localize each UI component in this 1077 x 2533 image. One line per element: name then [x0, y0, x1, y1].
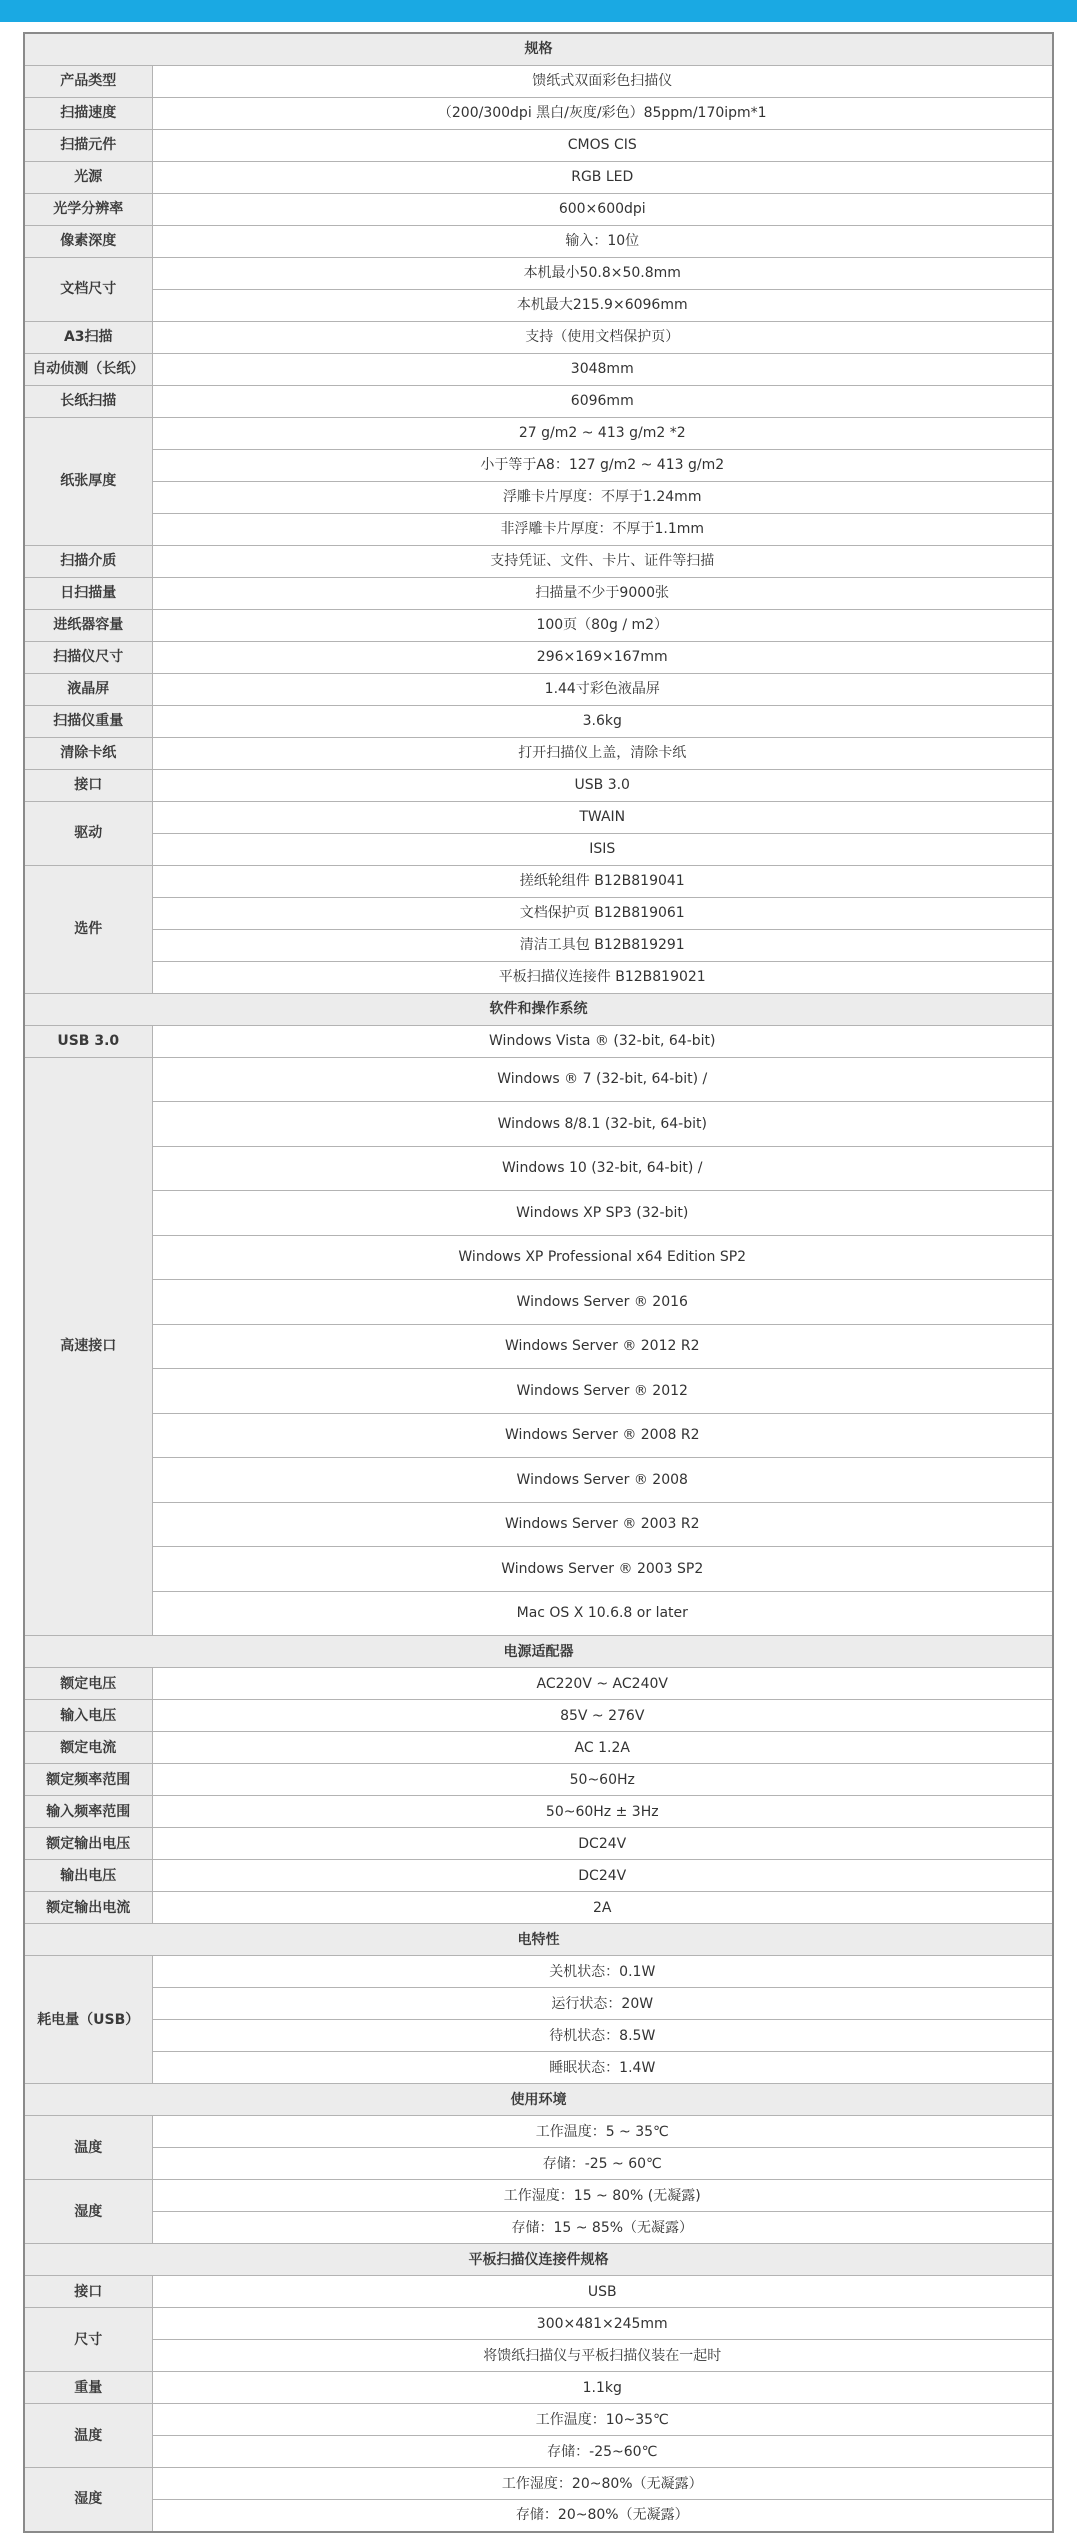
spec-value: Windows Server ® 2003 SP2	[152, 1547, 1053, 1592]
spec-label: 液晶屏	[24, 673, 152, 705]
spec-value: 1.44寸彩色液晶屏	[152, 673, 1053, 705]
spec-value: DC24V	[152, 1828, 1053, 1860]
spec-value: 50~60Hz	[152, 1764, 1053, 1796]
spec-row	[24, 2468, 1053, 2500]
spec-row	[24, 2308, 1053, 2340]
spec-row	[24, 1764, 1053, 1796]
spec-row	[24, 1700, 1053, 1732]
spec-row	[24, 929, 1053, 961]
spec-row	[24, 2372, 1053, 2404]
spec-value: Windows ® 7 (32-bit, 64-bit) /	[152, 1057, 1053, 1102]
spec-value: 将馈纸扫描仪与平板扫描仪装在一起时	[152, 2340, 1053, 2372]
spec-row	[24, 129, 1053, 161]
spec-value: 2A	[152, 1892, 1053, 1924]
spec-row	[24, 769, 1053, 801]
spec-row	[24, 1280, 1053, 1325]
spec-label: 温度	[24, 2116, 152, 2180]
spec-table	[23, 32, 1054, 2533]
spec-row	[24, 1324, 1053, 1369]
spec-row	[24, 1502, 1053, 1547]
spec-value: 296×169×167mm	[152, 641, 1053, 673]
spec-label: 额定频率范围	[24, 1764, 152, 1796]
spec-row	[24, 2212, 1053, 2244]
spec-value: 搓纸轮组件 B12B819041	[152, 865, 1053, 897]
spec-label: 耗电量（USB）	[24, 1956, 152, 2084]
spec-value: 平板扫描仪连接件 B12B819021	[152, 961, 1053, 993]
spec-label: 光源	[24, 161, 152, 193]
spec-value: Windows Server ® 2012 R2	[152, 1324, 1053, 1369]
spec-value: 存储：-25~60℃	[152, 2436, 1053, 2468]
spec-row	[24, 1668, 1053, 1700]
spec-row	[24, 1892, 1053, 1924]
spec-label: 温度	[24, 2404, 152, 2468]
spec-label: 清除卡纸	[24, 737, 152, 769]
spec-value: DC24V	[152, 1860, 1053, 1892]
spec-label: 尺寸	[24, 2308, 152, 2372]
spec-row	[24, 865, 1053, 897]
spec-row	[24, 417, 1053, 449]
spec-row	[24, 1102, 1053, 1147]
spec-label: A3扫描	[24, 321, 152, 353]
spec-value: 存储：20~80%（无凝露）	[152, 2500, 1053, 2532]
section-row	[24, 993, 1053, 1025]
spec-row	[24, 1235, 1053, 1280]
spec-label: 额定输出电压	[24, 1828, 152, 1860]
spec-row	[24, 2276, 1053, 2308]
spec-value: 打开扫描仪上盖，清除卡纸	[152, 737, 1053, 769]
spec-row	[24, 1828, 1053, 1860]
spec-value: 100页（80g / m2）	[152, 609, 1053, 641]
spec-value: 支持凭证、文件、卡片、证件等扫描	[152, 545, 1053, 577]
top-accent-bar	[0, 0, 1077, 22]
spec-label: 额定电流	[24, 1732, 152, 1764]
spec-value: Windows 10 (32-bit, 64-bit) /	[152, 1146, 1053, 1191]
spec-value: 27 g/m2 ~ 413 g/m2 *2	[152, 417, 1053, 449]
spec-value: 输入：10位	[152, 225, 1053, 257]
spec-value: 本机最大215.9×6096mm	[152, 289, 1053, 321]
spec-value: 非浮雕卡片厚度：不厚于1.1mm	[152, 513, 1053, 545]
spec-row	[24, 2116, 1053, 2148]
spec-row	[24, 2052, 1053, 2084]
spec-value: 睡眠状态：1.4W	[152, 2052, 1053, 2084]
spec-value: 运行状态：20W	[152, 1988, 1053, 2020]
spec-value: Windows XP SP3 (32-bit)	[152, 1191, 1053, 1236]
spec-row	[24, 385, 1053, 417]
spec-row	[24, 1413, 1053, 1458]
spec-value: 小于等于A8：127 g/m2 ~ 413 g/m2	[152, 449, 1053, 481]
spec-row	[24, 801, 1053, 833]
spec-value: USB	[152, 2276, 1053, 2308]
spec-label: 输出电压	[24, 1860, 152, 1892]
spec-value: 600×600dpi	[152, 193, 1053, 225]
spec-value: 存储：15 ~ 85%（无凝露）	[152, 2212, 1053, 2244]
spec-row	[24, 1025, 1053, 1057]
spec-row	[24, 961, 1053, 993]
section-title: 电特性	[24, 1924, 1053, 1956]
section-row	[24, 33, 1053, 65]
spec-row	[24, 641, 1053, 673]
spec-row	[24, 2180, 1053, 2212]
spec-value: TWAIN	[152, 801, 1053, 833]
spec-value: 6096mm	[152, 385, 1053, 417]
spec-value: Windows XP Professional x64 Edition SP2	[152, 1235, 1053, 1280]
spec-row	[24, 513, 1053, 545]
spec-value: 300×481×245mm	[152, 2308, 1053, 2340]
spec-row	[24, 1458, 1053, 1503]
spec-label: 光学分辨率	[24, 193, 152, 225]
spec-value: 50~60Hz ± 3Hz	[152, 1796, 1053, 1828]
spec-row	[24, 225, 1053, 257]
spec-value: 文档保护页 B12B819061	[152, 897, 1053, 929]
spec-value: 工作湿度：15 ~ 80% (无凝露)	[152, 2180, 1053, 2212]
spec-value: Windows Server ® 2008	[152, 1458, 1053, 1503]
spec-row	[24, 65, 1053, 97]
spec-label: 湿度	[24, 2180, 152, 2244]
spec-value: 待机状态：8.5W	[152, 2020, 1053, 2052]
spec-value: USB 3.0	[152, 769, 1053, 801]
spec-label: 湿度	[24, 2468, 152, 2532]
spec-row	[24, 193, 1053, 225]
section-title: 规格	[24, 33, 1053, 65]
spec-row	[24, 1591, 1053, 1636]
section-row	[24, 2244, 1053, 2276]
spec-value: RGB LED	[152, 161, 1053, 193]
spec-value: 浮雕卡片厚度：不厚于1.24mm	[152, 481, 1053, 513]
spec-row	[24, 577, 1053, 609]
spec-label: 选件	[24, 865, 152, 993]
spec-label: 扫描仪重量	[24, 705, 152, 737]
spec-row	[24, 2020, 1053, 2052]
section-title: 电源适配器	[24, 1636, 1053, 1668]
spec-row	[24, 481, 1053, 513]
spec-value: 1.1kg	[152, 2372, 1053, 2404]
spec-value: 3.6kg	[152, 705, 1053, 737]
section-row	[24, 2084, 1053, 2116]
spec-value: Windows 8/8.1 (32-bit, 64-bit)	[152, 1102, 1053, 1147]
spec-label: 输入电压	[24, 1700, 152, 1732]
spec-label: 驱动	[24, 801, 152, 865]
spec-value: 工作湿度：20~80%（无凝露）	[152, 2468, 1053, 2500]
spec-row	[24, 1956, 1053, 1988]
spec-value: CMOS CIS	[152, 129, 1053, 161]
section-row	[24, 1636, 1053, 1668]
section-title: 使用环境	[24, 2084, 1053, 2116]
spec-value: Mac OS X 10.6.8 or later	[152, 1591, 1053, 1636]
spec-row	[24, 1547, 1053, 1592]
spec-label: 扫描元件	[24, 129, 152, 161]
spec-row	[24, 897, 1053, 929]
spec-row	[24, 2340, 1053, 2372]
spec-value: （200/300dpi 黑白/灰度/彩色）85ppm/170ipm*1	[152, 97, 1053, 129]
spec-row	[24, 2436, 1053, 2468]
spec-label: 重量	[24, 2372, 152, 2404]
spec-row	[24, 1732, 1053, 1764]
spec-row	[24, 2404, 1053, 2436]
spec-row	[24, 257, 1053, 289]
spec-label: 接口	[24, 769, 152, 801]
spec-label: 扫描介质	[24, 545, 152, 577]
spec-value: Windows Server ® 2016	[152, 1280, 1053, 1325]
spec-value: 清洁工具包 B12B819291	[152, 929, 1053, 961]
section-row	[24, 1924, 1053, 1956]
spec-label: 额定输出电流	[24, 1892, 152, 1924]
spec-row	[24, 1369, 1053, 1414]
section-title: 软件和操作系统	[24, 993, 1053, 1025]
spec-row	[24, 705, 1053, 737]
spec-label: 进纸器容量	[24, 609, 152, 641]
spec-row	[24, 353, 1053, 385]
spec-value: 工作温度：10~35℃	[152, 2404, 1053, 2436]
spec-row	[24, 1146, 1053, 1191]
spec-value: 85V ~ 276V	[152, 1700, 1053, 1732]
spec-row	[24, 1191, 1053, 1236]
spec-value: 存储：-25 ~ 60℃	[152, 2148, 1053, 2180]
spec-label: 产品类型	[24, 65, 152, 97]
spec-row	[24, 2148, 1053, 2180]
spec-row	[24, 2500, 1053, 2532]
spec-label: USB 3.0	[24, 1025, 152, 1057]
spec-label: 日扫描量	[24, 577, 152, 609]
spec-row	[24, 545, 1053, 577]
spec-label: 高速接口	[24, 1057, 152, 1636]
spec-row	[24, 673, 1053, 705]
spec-row	[24, 1796, 1053, 1828]
spec-label: 自动侦测（长纸）	[24, 353, 152, 385]
spec-label: 扫描速度	[24, 97, 152, 129]
spec-label: 像素深度	[24, 225, 152, 257]
spec-label: 扫描仪尺寸	[24, 641, 152, 673]
spec-row	[24, 737, 1053, 769]
spec-label: 文档尺寸	[24, 257, 152, 321]
spec-value: Windows Server ® 2008 R2	[152, 1413, 1053, 1458]
spec-value: AC220V ~ AC240V	[152, 1668, 1053, 1700]
spec-value: 支持（使用文档保护页）	[152, 321, 1053, 353]
spec-row	[24, 609, 1053, 641]
spec-label: 额定电压	[24, 1668, 152, 1700]
spec-row	[24, 321, 1053, 353]
spec-label: 接口	[24, 2276, 152, 2308]
spec-value: Windows Vista ® (32-bit, 64-bit)	[152, 1025, 1053, 1057]
section-title: 平板扫描仪连接件规格	[24, 2244, 1053, 2276]
spec-row	[24, 1988, 1053, 2020]
spec-row	[24, 449, 1053, 481]
spec-value: 扫描量不少于9000张	[152, 577, 1053, 609]
spec-value: Windows Server ® 2012	[152, 1369, 1053, 1414]
spec-row	[24, 1057, 1053, 1102]
spec-row	[24, 1860, 1053, 1892]
spec-value: 关机状态：0.1W	[152, 1956, 1053, 1988]
spec-value: Windows Server ® 2003 R2	[152, 1502, 1053, 1547]
spec-value: 3048mm	[152, 353, 1053, 385]
spec-row	[24, 97, 1053, 129]
spec-value: 本机最小50.8×50.8mm	[152, 257, 1053, 289]
spec-value: 馈纸式双面彩色扫描仪	[152, 65, 1053, 97]
spec-label: 纸张厚度	[24, 417, 152, 545]
spec-value: ISIS	[152, 833, 1053, 865]
spec-row	[24, 833, 1053, 865]
spec-label: 输入频率范围	[24, 1796, 152, 1828]
spec-value: AC 1.2A	[152, 1732, 1053, 1764]
spec-row	[24, 161, 1053, 193]
spec-row	[24, 289, 1053, 321]
spec-label: 长纸扫描	[24, 385, 152, 417]
spec-value: 工作温度：5 ~ 35℃	[152, 2116, 1053, 2148]
